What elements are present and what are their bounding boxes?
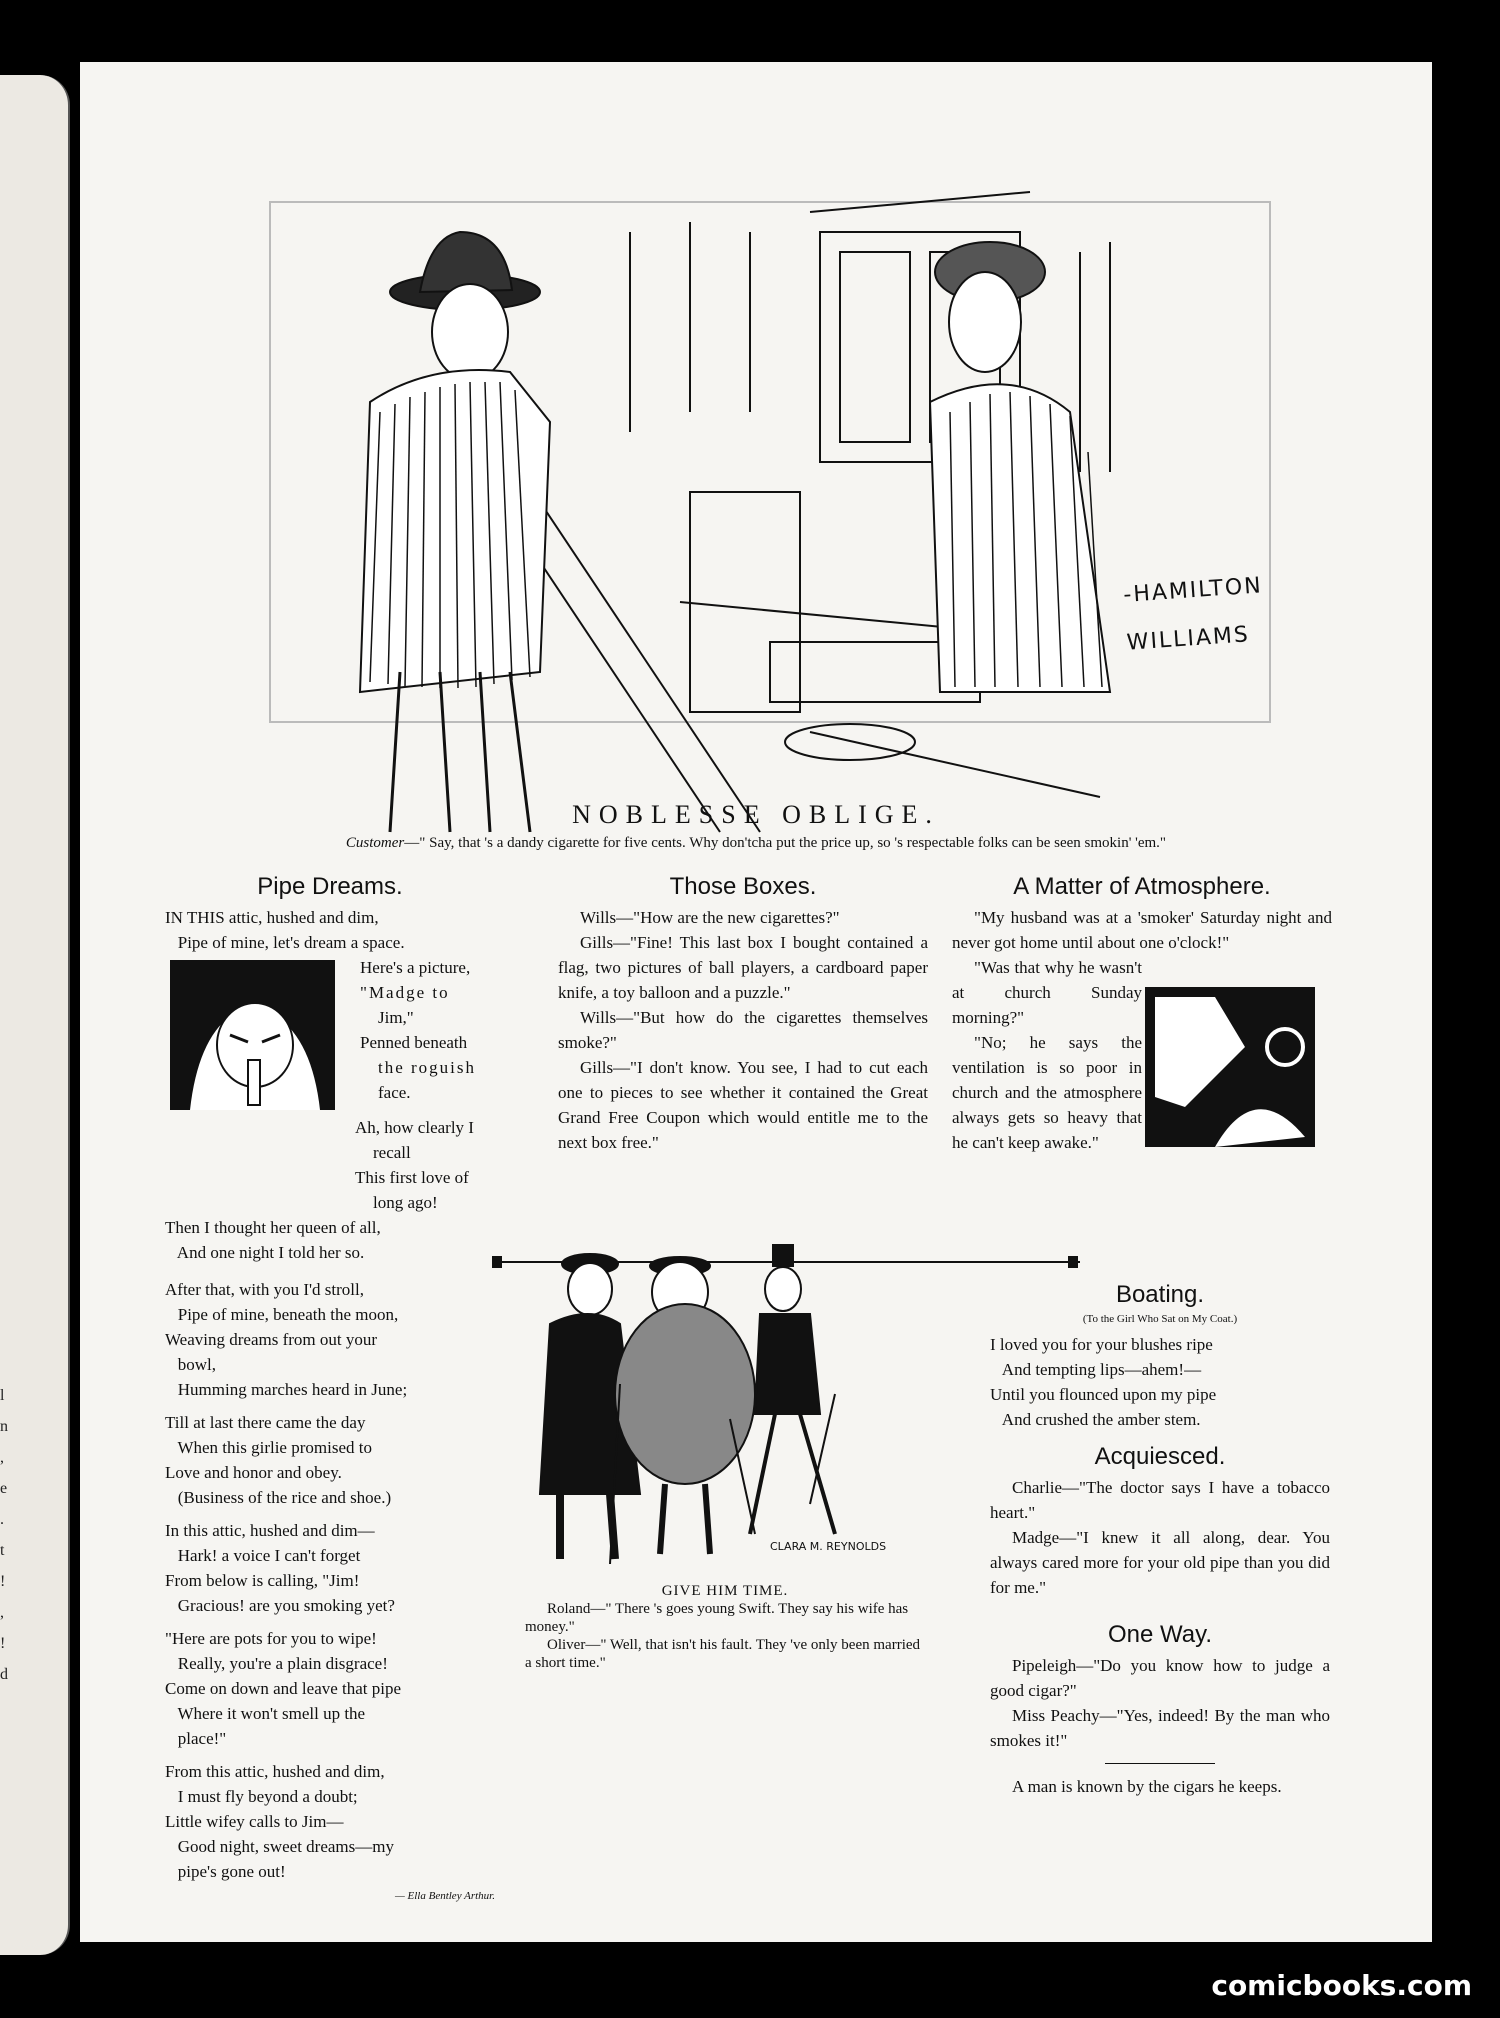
facing-page-text-fragments: l n , e . t ! , ! d [0,1387,8,1683]
one-way-heading: One Way. [1107,1621,1213,1648]
give-him-time-caption: GIVE HIM TIME. Roland—" There 's goes young Swift. They say his wife has money." Oliver—" Well, that isn't his fault. They 've only been married a short time." [525,1582,925,1672]
acquiesced-section: Acquiesced. Charlie—"The doctor says I have a tobacco heart." Madge—"I knew it all along, dear. You always cared more for your old pipe than you did for me." [990,1443,1330,1597]
artist-signature: -HAMILTON WILLIAMS [1122,573,1264,656]
atmosphere-heading: A Matter of Atmosphere. [1013,873,1271,900]
cartoon-title: NOBLESSE OBLIGE. [572,800,940,829]
boating-section: Boating. (To the Girl Who Sat on My Coat.) I loved you for your blushes ripe And tempting lips—ahem!— Until you flounced upon my pipe And crushed the amber stem. [990,1282,1330,1432]
caption-text: —" Say, that 's a dandy cigarette for five cents. Why don'tcha put the price up, so 's respectable folks can be seen smokin' 'em." [404,835,1167,851]
one-way-section: One Way. Pipeleigh—"Do you know how to judge a good cigar?" Miss Peachy—"Yes, indeed! By the man who smokes it!" A man is known by the cigars he keeps. [990,1622,1330,1799]
boating-heading: Boating. [1115,1281,1205,1308]
section-divider [1105,1763,1215,1764]
boating-subheading: (To the Girl Who Sat on My Coat.) [1082,1313,1238,1325]
give-him-time-artist-signature: CLARA M. REYNOLDS [770,1540,887,1553]
noblesse-oblige-illustration [250,172,1300,852]
magazine-page [80,62,1432,1942]
acquiesced-heading: Acquiesced. [1094,1443,1226,1470]
atmosphere-column: A Matter of Atmosphere. "My husband was at a 'smoker' Saturday night and never got home until about one o'clock!" "Was that why he wasn't at church Sunday morning?" "No; he says the ventilation is so poor in church and the atmosphere always gets so heavy that he can't keep awake." [952,873,1332,1152]
church-sleeper-illustration [1145,987,1315,1147]
pipe-dreams-column: Pipe Dreams. IN THIS attic, hushed and dim, Pipe of mine, let's dream a space. Here's a picture, "Madge to Jim," Penned beneath the roguish face. Ah, how clearly I recall This first love of long ago! Then I thought her queen of all, And one night I told her so. After that, with you I'd stroll, Pipe of mine, beneath the moon, Weaving dreams from out your bowl, Humming marches heard in June; Till at last there came the day When this girlie promised to Love and honor and obey. (Business of the rice and shoe.) In this attic, hushed and dim— Hark! a voice I can't forget From below is calling, "Jim! Gracious! are you smoking yet? "Here are pots for you to wipe! Really, you're a plain disgrace! Come on down and leave that pipe Where it won't smell up the place!" From this attic, hushed and dim, I must fly beyond a doubt; Little wifey calls to Jim— Good night, sweet dreams—my pipe's gone out! — Ella Bentley Arthur. [165,874,495,1909]
closing-quip: A man is known by the cigars he keeps. [1012,1777,1282,1796]
cartoon-caption [80,835,1432,852]
caption-speaker: Customer [345,835,405,851]
give-him-time-title: GIVE HIM TIME. [661,1583,789,1599]
those-boxes-column: Those Boxes. Wills—"How are the new cigarettes?" Gills—"Fine! This last box I bought contained a flag, two pictures of ball players, a cardboard paper knife, a toy balloon and a puzzle." Wills—"But how do the cigarettes themselves smoke?" Gills—"I don't know. You see, I had to cut each one to pieces to see whether it contained the Great Grand Free Coupon which would entitle me to the next box free." [558,873,928,1152]
madge-portrait-illustration [170,960,335,1110]
pipe-dreams-author: — Ella Bentley Arthur. [394,1890,495,1902]
those-boxes-heading: Those Boxes. [669,873,817,900]
site-watermark: comicbooks.com [1211,1969,1472,2002]
pipe-dreams-heading: Pipe Dreams. [257,873,403,900]
